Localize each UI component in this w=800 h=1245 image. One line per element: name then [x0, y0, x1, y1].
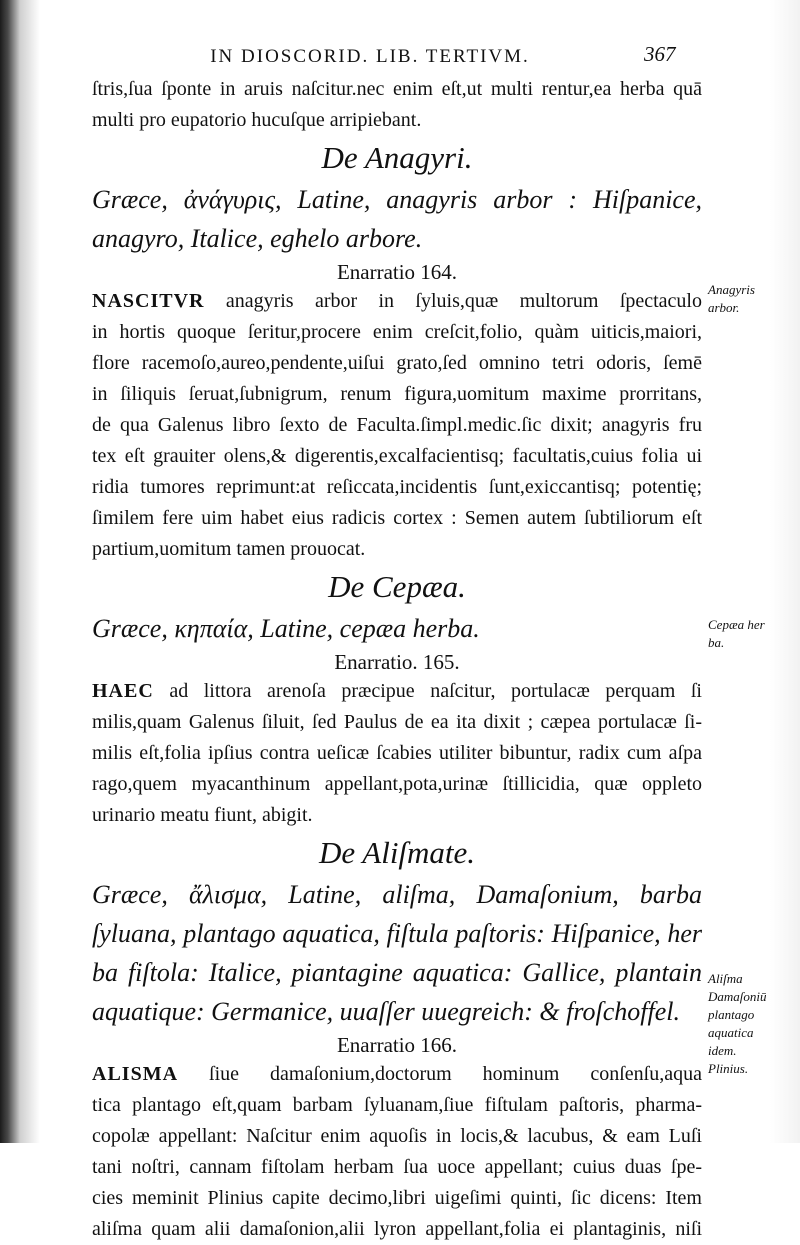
margin-line: Cepæa her — [708, 617, 765, 632]
lead-word: HAEC — [92, 680, 154, 702]
synonyms-line: Græce, κηπαία, Latine, cepæa herba. — [92, 614, 480, 643]
synonyms-line: Græce, ἄλισμα, Latine, aliſma, Damaſonium, barba — [92, 880, 702, 909]
text-column — [92, 74, 702, 1245]
margin-line: plantago — [708, 1007, 755, 1022]
enarratio-label: Enarratio 164. — [336, 260, 458, 284]
synonyms-line: anagyro, Italice, eghelo arbore. — [92, 224, 423, 253]
running-head: IN DIOSCORID. LIB. TERTIVM. — [210, 46, 530, 67]
section-heading: De Aliſmate. — [318, 835, 476, 870]
text-line: de qua Galenus libro ſexto de Faculta.ſimpl.medic.ſic dixit; anagyris fru — [92, 414, 702, 436]
text-line: tica plantago eſt,quam barbam ſyluanam,ſiue fiſtulam paſtoris, pharma- — [92, 1094, 702, 1116]
text-line: urinario meatu fiunt, abigit. — [92, 804, 313, 826]
text-line: milis,quam Galenus ſiluit, ſed Paulus de ea ita dixit ; cæpea portulacæ ſi- — [92, 711, 702, 733]
margin-line: ba. — [708, 635, 725, 650]
margin-line: aquatica — [708, 1025, 754, 1040]
text-line — [92, 1059, 702, 1090]
text-line: tex eſt grauiter olens,& digerentis,excalfacientisq; facultatis,cuius folia ui — [92, 445, 702, 467]
text-line: aliſma quam alii damaſonion,alii lyron appellant,folia ei plantaginis, niſi — [92, 1218, 702, 1240]
lead-word: NASCITVR — [92, 290, 205, 312]
synonyms-line: aquatique: Germanice, uuaſſer uuegreich: & froſchoffel. — [92, 997, 680, 1026]
text-line: copolæ appellant: Naſcitur enim aquoſis in locis,& lacubus, & eam Luſi — [92, 1125, 702, 1147]
lead-word: ALISMA — [92, 1063, 179, 1085]
enarratio-label: Enarratio 166. — [336, 1033, 458, 1057]
margin-line: Aliſma — [708, 971, 743, 986]
text-line: ſimilem fere uim habet eius radicis cortex : Semen autem ſubtiliorum eſt — [92, 507, 702, 529]
text-span: anagyris arbor in ſyluis,quæ multorum ſpectaculo — [204, 290, 702, 312]
margin-note-alisma — [708, 970, 798, 1078]
synonyms-line: Græce, ἀνάγυρις, Latine, anagyris arbor : Hiſpanice, — [92, 185, 702, 214]
margin-line: idem. — [708, 1043, 737, 1058]
text-span: ſiue damaſonium,doctorum hominum conſenſu,aqua — [178, 1063, 702, 1085]
margin-line: Damaſoniū — [708, 989, 767, 1004]
text-line: ridia tumores reprimunt:at reſiccata,incidentis ſunt,exiccantisq; potentię; — [92, 476, 702, 498]
enarratio-label: Enarratio. 165. — [334, 650, 460, 674]
text-line: in hortis quoque ſeritur,procere enim creſcit,folio, quàm uiticis,maiori, — [92, 321, 702, 343]
synonyms-line: ba fiſtola: Italice, piantagine aquatica: Gallice, plantain — [92, 958, 702, 987]
margin-note-anagyris — [708, 281, 798, 317]
text-line: milis eſt,folia ipſius contra ueſicæ ſcabies utiliter bibuntur, radix cum aſpa — [92, 742, 702, 764]
section-heading: De Anagyri. — [321, 140, 473, 175]
text-line — [92, 286, 702, 317]
text-line: flore racemoſo,aureo,pendente,uiſui grato,ſed omnino tetri odoris, ſemē — [92, 352, 702, 374]
margin-line: Anagyris — [708, 282, 755, 297]
section-heading: De Cepæa. — [328, 569, 466, 604]
text-line: cies meminit Plinius capite decimo,libri uigeſimi quinti, ſic dicens: Item — [92, 1187, 702, 1209]
text-span: ad littora arenoſa præcipue naſcitur, portulacæ perquam ſi — [153, 680, 702, 702]
text-line: partium,uomitum tamen prouocat. — [92, 538, 366, 560]
text-line: rago,quem myacanthinum appellant,pota,urinæ ſtillicidia, quæ oppleto — [92, 773, 702, 795]
text-line: tani noſtri, cannam fiſtolam herbam ſua uoce appellant; cuius duas ſpe- — [92, 1156, 702, 1178]
margin-line: Plinius. — [708, 1061, 749, 1076]
text-line: multi pro eupatorio hucuſque arripiebant. — [92, 109, 422, 131]
margin-line: arbor. — [708, 300, 740, 315]
page-number: 367 — [644, 42, 676, 66]
text-line: in ſiliquis ſeruat,ſubnigrum, renum figura,uomitum maxime prorritans, — [92, 383, 702, 405]
text-line — [92, 676, 702, 707]
synonyms-line: ſyluana, plantago aquatica, fiſtula paſtoris: Hiſpanice, her — [92, 919, 702, 948]
text-line: ſtris,ſua ſponte in aruis naſcitur.nec enim eſt,ut multi rentur,ea herba quā — [92, 78, 702, 100]
margin-note-cepaea — [708, 616, 798, 652]
